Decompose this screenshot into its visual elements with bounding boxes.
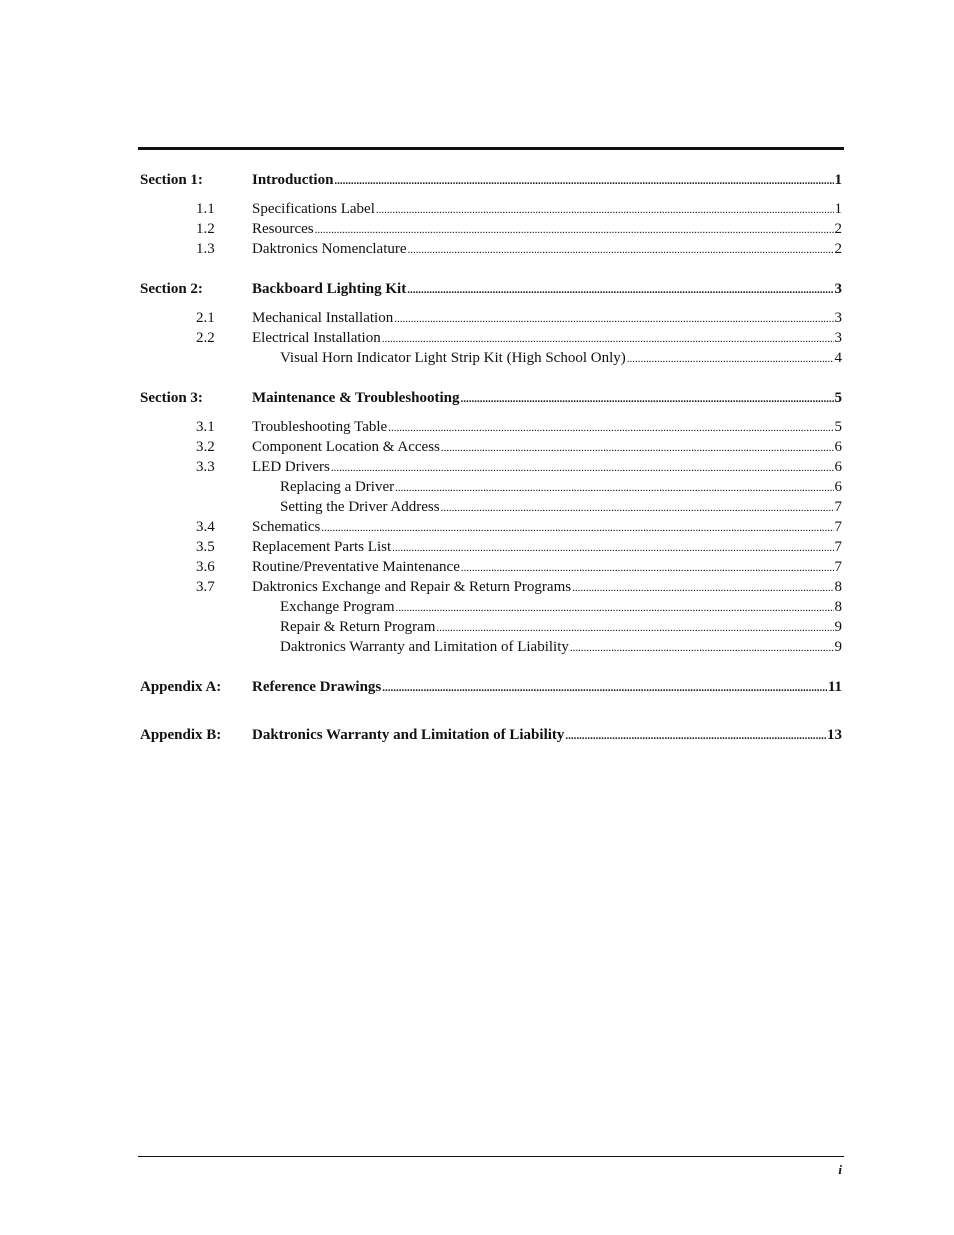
entry-title: Replacement Parts List xyxy=(252,539,392,555)
section-label: Appendix A: xyxy=(140,679,222,695)
toc-entry-3-4[interactable] xyxy=(140,517,842,537)
leader-dots xyxy=(396,598,834,618)
toc-entry-1-2[interactable] xyxy=(140,219,842,239)
page-ref: 7 xyxy=(834,519,842,535)
toc-entry-3-5[interactable] xyxy=(140,537,842,557)
leader-dots xyxy=(565,726,826,746)
toc-section-2[interactable] xyxy=(140,279,842,299)
section-title: Introduction xyxy=(252,172,334,188)
leader-dots xyxy=(334,171,833,191)
entry-title: Resources xyxy=(252,221,314,237)
entry-number: 1.3 xyxy=(196,241,215,257)
entry-number: 3.6 xyxy=(196,559,215,575)
entry-title: Electrical Installation xyxy=(252,330,381,346)
page-ref: 6 xyxy=(834,459,842,475)
page-ref: 7 xyxy=(834,539,842,555)
entry-number: 3.5 xyxy=(196,539,215,555)
toc-entry-3-3[interactable] xyxy=(140,457,842,477)
page-ref: 3 xyxy=(834,281,842,297)
leader-dots xyxy=(408,240,834,260)
section-label: Section 2: xyxy=(140,281,203,297)
section-title: Backboard Lighting Kit xyxy=(252,281,407,297)
page-number: i xyxy=(838,1162,842,1177)
entry-title: Visual Horn Indicator Light Strip Kit (High School Only) xyxy=(280,350,626,366)
entry-title: Component Location & Access xyxy=(252,439,440,455)
entry-title: Setting the Driver Address xyxy=(280,499,440,515)
footer-rule xyxy=(138,1156,844,1157)
page-ref: 3 xyxy=(834,330,842,346)
section-title: Reference Drawings xyxy=(252,679,382,695)
page-ref: 3 xyxy=(834,310,842,326)
leader-dots xyxy=(392,538,833,558)
toc-entry-2-1[interactable] xyxy=(140,308,842,328)
leader-dots xyxy=(321,518,833,538)
page-ref: 8 xyxy=(834,579,842,595)
toc-entry-3-1[interactable] xyxy=(140,417,842,437)
toc-section-1[interactable] xyxy=(140,170,842,190)
toc-subentry-exchange-program[interactable] xyxy=(140,597,842,617)
page-ref: 7 xyxy=(834,559,842,575)
page-ref: 5 xyxy=(834,419,842,435)
page-ref: 1 xyxy=(834,201,842,217)
entry-number: 3.1 xyxy=(196,419,215,435)
section-label: Section 3: xyxy=(140,390,203,406)
toc-appendix-b[interactable] xyxy=(140,725,842,745)
page-ref: 1 xyxy=(834,172,842,188)
toc-entry-3-2[interactable] xyxy=(140,437,842,457)
page-ref: 5 xyxy=(834,390,842,406)
toc-entry-3-7[interactable] xyxy=(140,577,842,597)
leader-dots xyxy=(441,438,834,458)
toc-subentry-warranty[interactable] xyxy=(140,637,842,657)
entry-title: Replacing a Driver xyxy=(280,479,395,495)
entry-number: 3.2 xyxy=(196,439,215,455)
entry-title: Daktronics Warranty and Limitation of Liability xyxy=(280,639,569,655)
leader-dots xyxy=(395,478,833,498)
entry-number: 3.7 xyxy=(196,579,215,595)
leader-dots xyxy=(382,329,834,349)
toc-entry-2-2[interactable] xyxy=(140,328,842,348)
entry-number: 3.4 xyxy=(196,519,215,535)
entry-number: 3.3 xyxy=(196,459,215,475)
entry-title: Mechanical Installation xyxy=(252,310,394,326)
toc-subentry-visual-horn[interactable] xyxy=(140,348,842,368)
leader-dots xyxy=(436,618,833,638)
section-label: Appendix B: xyxy=(140,727,222,743)
leader-dots xyxy=(461,558,834,578)
entry-number: 2.2 xyxy=(196,330,215,346)
page-ref: 8 xyxy=(834,599,842,615)
page-ref: 6 xyxy=(834,439,842,455)
leader-dots xyxy=(461,389,834,409)
page-ref: 6 xyxy=(834,479,842,495)
page-ref: 7 xyxy=(834,499,842,515)
section-label: Section 1: xyxy=(140,172,203,188)
entry-title: Daktronics Nomenclature xyxy=(252,241,407,257)
entry-title: Specifications Label xyxy=(252,201,375,217)
entry-number: 2.1 xyxy=(196,310,215,326)
leader-dots xyxy=(315,220,834,240)
entry-title: Routine/Preventative Maintenance xyxy=(252,559,460,575)
entry-title: Troubleshooting Table xyxy=(252,419,388,435)
leader-dots xyxy=(572,578,833,598)
toc-subentry-driver-address[interactable] xyxy=(140,497,842,517)
leader-dots xyxy=(382,678,827,698)
leader-dots xyxy=(441,498,834,518)
leader-dots xyxy=(570,638,834,658)
entry-number: 1.1 xyxy=(196,201,215,217)
leader-dots xyxy=(407,280,833,300)
toc-subentry-repair-return[interactable] xyxy=(140,617,842,637)
leader-dots xyxy=(394,309,833,329)
page-ref: 9 xyxy=(834,639,842,655)
leader-dots xyxy=(376,200,834,220)
leader-dots xyxy=(331,458,834,478)
entry-title: Schematics xyxy=(252,519,321,535)
top-rule xyxy=(138,147,844,150)
leader-dots xyxy=(388,418,833,438)
page-ref: 13 xyxy=(827,727,842,743)
toc-appendix-a[interactable] xyxy=(140,677,842,697)
toc-section-3[interactable] xyxy=(140,388,842,408)
entry-title: Daktronics Exchange and Repair & Return Programs xyxy=(252,579,572,595)
page-ref: 9 xyxy=(834,619,842,635)
page-ref: 2 xyxy=(834,241,842,257)
table-of-contents xyxy=(140,170,842,745)
section-title: Maintenance & Troubleshooting xyxy=(252,390,460,406)
toc-entry-1-1[interactable] xyxy=(140,199,842,219)
entry-title: Repair & Return Program xyxy=(280,619,436,635)
toc-subentry-replacing-driver[interactable] xyxy=(140,477,842,497)
leader-dots xyxy=(627,349,834,369)
page-ref: 4 xyxy=(834,350,842,366)
toc-entry-3-6[interactable] xyxy=(140,557,842,577)
page-ref: 11 xyxy=(827,679,842,695)
page-ref: 2 xyxy=(834,221,842,237)
toc-entry-1-3[interactable] xyxy=(140,239,842,259)
entry-number: 1.2 xyxy=(196,221,215,237)
section-title: Daktronics Warranty and Limitation of Liability xyxy=(252,727,565,743)
entry-title: LED Drivers xyxy=(252,459,330,475)
entry-title: Exchange Program xyxy=(280,599,395,615)
